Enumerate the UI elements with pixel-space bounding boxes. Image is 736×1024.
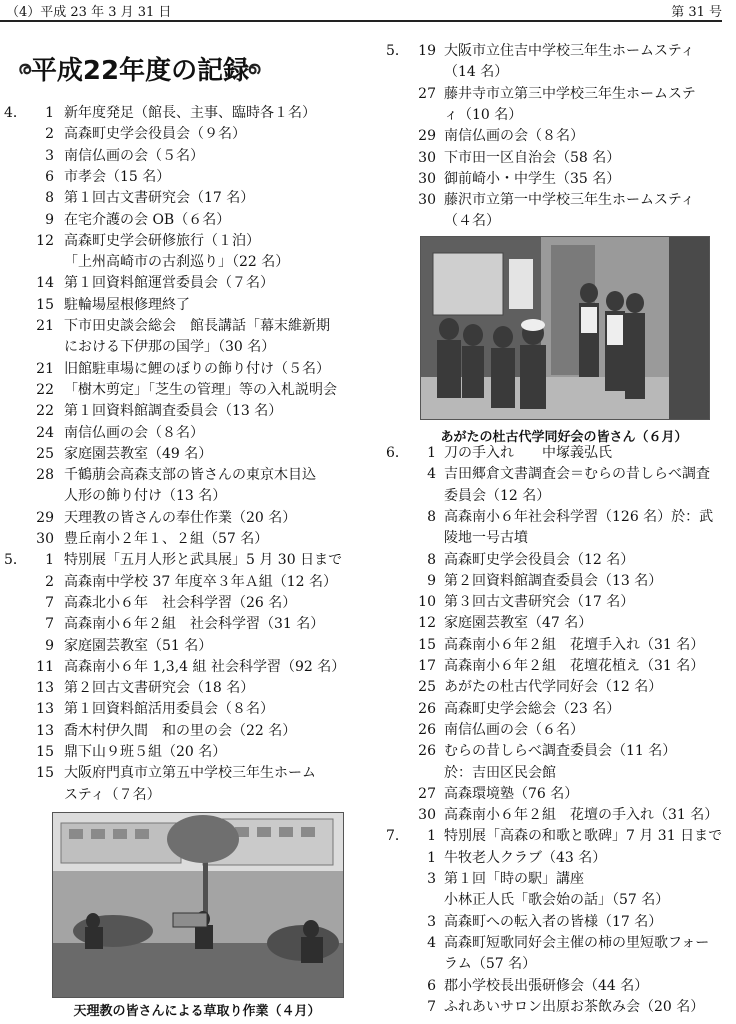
entry-text: 「樹木剪定」「芝生の管理」等の入札説明会 [64, 381, 337, 398]
photo2-caption: 天理教の皆さんによる草取り作業（４月） [73, 1004, 321, 1019]
day-label: 26 [418, 721, 436, 738]
entry-text: 於：吉田区民会館 [444, 764, 556, 781]
entry-text: 市孝会（15 名） [64, 168, 171, 185]
month-label: 7． [386, 828, 409, 845]
day-label: 29 [418, 128, 436, 145]
day-label: 13 [36, 701, 54, 718]
day-label: 9 [427, 572, 436, 589]
day-label: 22 [36, 381, 54, 398]
entry-text: 高森町史学会総会（23 名） [444, 700, 621, 717]
day-label: 2 [45, 126, 54, 143]
day-label: 24 [36, 424, 54, 441]
day-label: 30 [418, 149, 436, 166]
entry-text: 第２回古文書研究会（18 名） [64, 680, 255, 697]
issue-number: 第 31 号 [671, 5, 722, 20]
entry-text: 駐輪場屋根修理終了 [64, 296, 190, 313]
entry-text: 喬木村伊久間 和の里の会（22 名） [64, 722, 297, 739]
day-label: 3 [45, 147, 54, 164]
page-header [0, 0, 722, 22]
day-label: 6 [45, 168, 54, 185]
entry-text: 人形の飾り付け（13 名） [64, 488, 227, 505]
day-label: 30 [418, 807, 436, 824]
entry-text: 第２回資料館調査委員会（13 名） [444, 572, 663, 589]
entry-text: ィ（10 名） [444, 106, 523, 123]
title-text: 平成22年度の記録 [30, 56, 250, 86]
entry-text: 南信仏画の会（６名） [444, 721, 584, 738]
entry-text: 高森環境塾（76 名） [444, 785, 579, 802]
day-label: 4 [427, 934, 436, 951]
entry-text: 新年度発足（館長、主事、臨時各１名） [64, 105, 316, 121]
entry-text: 南信仏画の会（８名） [64, 424, 204, 441]
entry-text: 「上州高崎市の古刹巡り」（22 名） [64, 254, 290, 271]
day-label: 30 [418, 170, 436, 187]
entry-text: 高森南小６年２組 花壇花植え（31 名） [444, 658, 705, 674]
month-label: 5． [4, 552, 27, 569]
entry-text: 藤沢市立第一中学校三年生ホームスティ [444, 192, 695, 209]
entry-text: 高森北小６年 社会科学習（26 名） [64, 594, 297, 611]
day-label: 4 [427, 466, 436, 483]
entry-text: 第１回古文書研究会（17 名） [64, 190, 255, 207]
day-label: 15 [36, 765, 54, 782]
day-label: 7 [45, 594, 54, 611]
entry-text: 特別展「高森の和歌と歌碑」7 月 31 日まで [444, 828, 723, 845]
day-label: 3 [427, 871, 436, 887]
day-label: 14 [36, 275, 54, 292]
day-label: 12 [36, 232, 54, 249]
day-label: 8 [427, 508, 436, 525]
day-label: 1 [427, 849, 436, 866]
day-label: 21 [36, 318, 54, 334]
day-label: 11 [36, 658, 54, 675]
entry-text: 南信仏画の会（５名） [64, 147, 204, 164]
entry-text: 高森町史学会役員会（12 名） [444, 551, 635, 568]
day-label: 25 [418, 679, 436, 696]
day-label: 1 [427, 828, 436, 845]
day-label: 15 [418, 636, 436, 653]
day-label: 1 [45, 105, 54, 121]
entry-text: 第１回資料館調査委員会（13 名） [64, 403, 283, 420]
entry-text: 旧館駐車場に鯉のぼりの飾り付け（５名） [64, 360, 330, 377]
header-date: （4）平成 23 年 3 月 31 日 [6, 5, 172, 20]
entry-text: （４名） [444, 213, 500, 230]
day-label: 13 [36, 680, 54, 697]
day-label: 2 [45, 573, 54, 590]
entry-text: 高森南小６年２組 社会科学習（31 名） [64, 616, 325, 633]
entry-text: 第１回「時の駅」講座 [444, 871, 584, 887]
entry-text: スティ（７名） [64, 786, 161, 803]
day-label: 30 [418, 192, 436, 209]
entry-text: 高森町への転入者の皆様（17 名） [444, 913, 663, 930]
day-label: 25 [36, 445, 54, 462]
entry-text: むらの昔しらべ調査委員会（11 名） [444, 743, 677, 760]
day-label: 3 [427, 913, 436, 930]
day-label: 7 [427, 998, 436, 1015]
section-title [18, 50, 262, 87]
ornament-left-icon: ര [18, 58, 31, 79]
day-label: 22 [36, 403, 54, 420]
month-label: 4． [4, 105, 27, 121]
entry-text: 下市田史談会総会 館長講話「幕末維新期 [64, 318, 330, 334]
entry-text: 千鶴萠会高森支部の皆さんの東京木目込 [64, 467, 316, 484]
entry-text: 豊丘南小２年１、２組（57 名） [64, 531, 269, 547]
entry-text: あがたの杜古代学同好会（12 名） [444, 679, 663, 696]
day-label: 8 [427, 551, 436, 568]
entry-text: ふれあいサロン出原お茶飲み会（20 名） [444, 998, 705, 1015]
entry-text: 鼎下山９班５組（20 名） [64, 744, 227, 760]
entry-text: 南信仏画の会（８名） [444, 128, 584, 145]
month-label: 6． [386, 445, 409, 461]
ornament-right-icon: ര [249, 58, 262, 79]
entry-text: 第３回古文書研究会（17 名） [444, 594, 635, 611]
entry-text: 下市田一区自治会（58 名） [444, 149, 621, 166]
entry-text: 家庭園芸教室（47 名） [444, 615, 593, 632]
day-label: 26 [418, 743, 436, 760]
day-label: 27 [418, 85, 436, 102]
day-label: 6 [427, 977, 436, 994]
day-label: 21 [36, 360, 54, 377]
entry-text: ラム（57 名） [444, 956, 537, 973]
photo-study-group [420, 236, 710, 420]
day-label: 1 [427, 445, 436, 461]
day-label: 8 [45, 190, 54, 207]
entry-text: 第１回資料館運営委員会（７名） [64, 275, 274, 292]
day-label: 9 [45, 211, 54, 228]
month-label: 5． [386, 43, 409, 59]
entry-text: 高森南小６年２組 花壇の手入れ（31 名） [444, 807, 719, 824]
photo-weeding [52, 812, 344, 998]
entry-text: 郡小学校長出張研修会（44 名） [444, 977, 649, 994]
entry-text: 高森南中学校 37 年度卒３年Ａ組（12 名） [64, 573, 337, 590]
entry-text: 家庭園芸教室（49 名） [64, 445, 213, 462]
entry-text: 大阪府門真市立第五中学校三年生ホーム [64, 765, 316, 782]
entry-text: 高森町史学会役員会（９名） [64, 126, 246, 143]
day-label: 9 [45, 637, 54, 654]
day-label: 27 [418, 785, 436, 802]
entry-text: 藤井寺市立第三中学校三年生ホームステ [444, 85, 696, 102]
entry-text: （14 名） [444, 64, 509, 81]
day-label: 1 [45, 552, 54, 569]
day-label: 10 [418, 594, 436, 611]
day-label: 12 [418, 615, 436, 632]
entry-text: 高森南小６年 1,3,4 組 社会科学習（92 名） [64, 658, 346, 675]
day-label: 17 [418, 658, 436, 674]
entry-text: 在宅介護の会 OB（６名） [64, 211, 231, 228]
day-label: 15 [36, 296, 54, 313]
day-label: 13 [36, 722, 54, 739]
entry-text: 特別展「五月人形と武具展」5 月 30 日まで [64, 552, 343, 569]
entry-text: 高森南小６年２組 花壇手入れ（31 名） [444, 636, 705, 653]
entry-text: における下伊那の国学」（30 名） [64, 339, 276, 356]
entry-text: 第１回資料館活用委員会（８名） [64, 701, 274, 718]
entry-text: 高森南小６年社会科学習（126 名）於：武 [444, 508, 714, 525]
day-label: 30 [36, 531, 54, 547]
entry-text: 陵地一号古墳 [444, 530, 528, 547]
entry-text: 刀の手入れ 中塚義弘氏 [444, 445, 612, 461]
entry-text: 高森町史学会研修旅行（１泊） [64, 232, 260, 249]
entry-text: 家庭園芸教室（51 名） [64, 637, 213, 654]
entry-text: 御前崎小・中学生（35 名） [444, 170, 621, 187]
entry-text: 天理教の皆さんの奉仕作業（20 名） [64, 509, 297, 526]
day-label: 26 [418, 700, 436, 717]
entry-text: 牛牧老人クラブ（43 名） [444, 849, 607, 866]
day-label: 29 [36, 509, 54, 526]
day-label: 7 [45, 616, 54, 633]
photo1-caption: あがたの杜古代学同好会の皆さん（６月） [440, 430, 688, 445]
entry-text: 小林正人氏「歌会始の話」（57 名） [444, 892, 670, 909]
day-label: 19 [418, 43, 436, 59]
entry-text: 大阪市立住吉中学校三年生ホームスティ [444, 43, 695, 59]
entry-text: 高森町短歌同好会主催の柿の里短歌フォー [444, 934, 710, 951]
entry-text: 吉田郷倉文書調査会＝むらの昔しらべ調査 [444, 466, 710, 483]
day-label: 15 [36, 744, 54, 760]
day-label: 28 [36, 467, 54, 484]
entry-text: 委員会（12 名） [444, 487, 551, 504]
